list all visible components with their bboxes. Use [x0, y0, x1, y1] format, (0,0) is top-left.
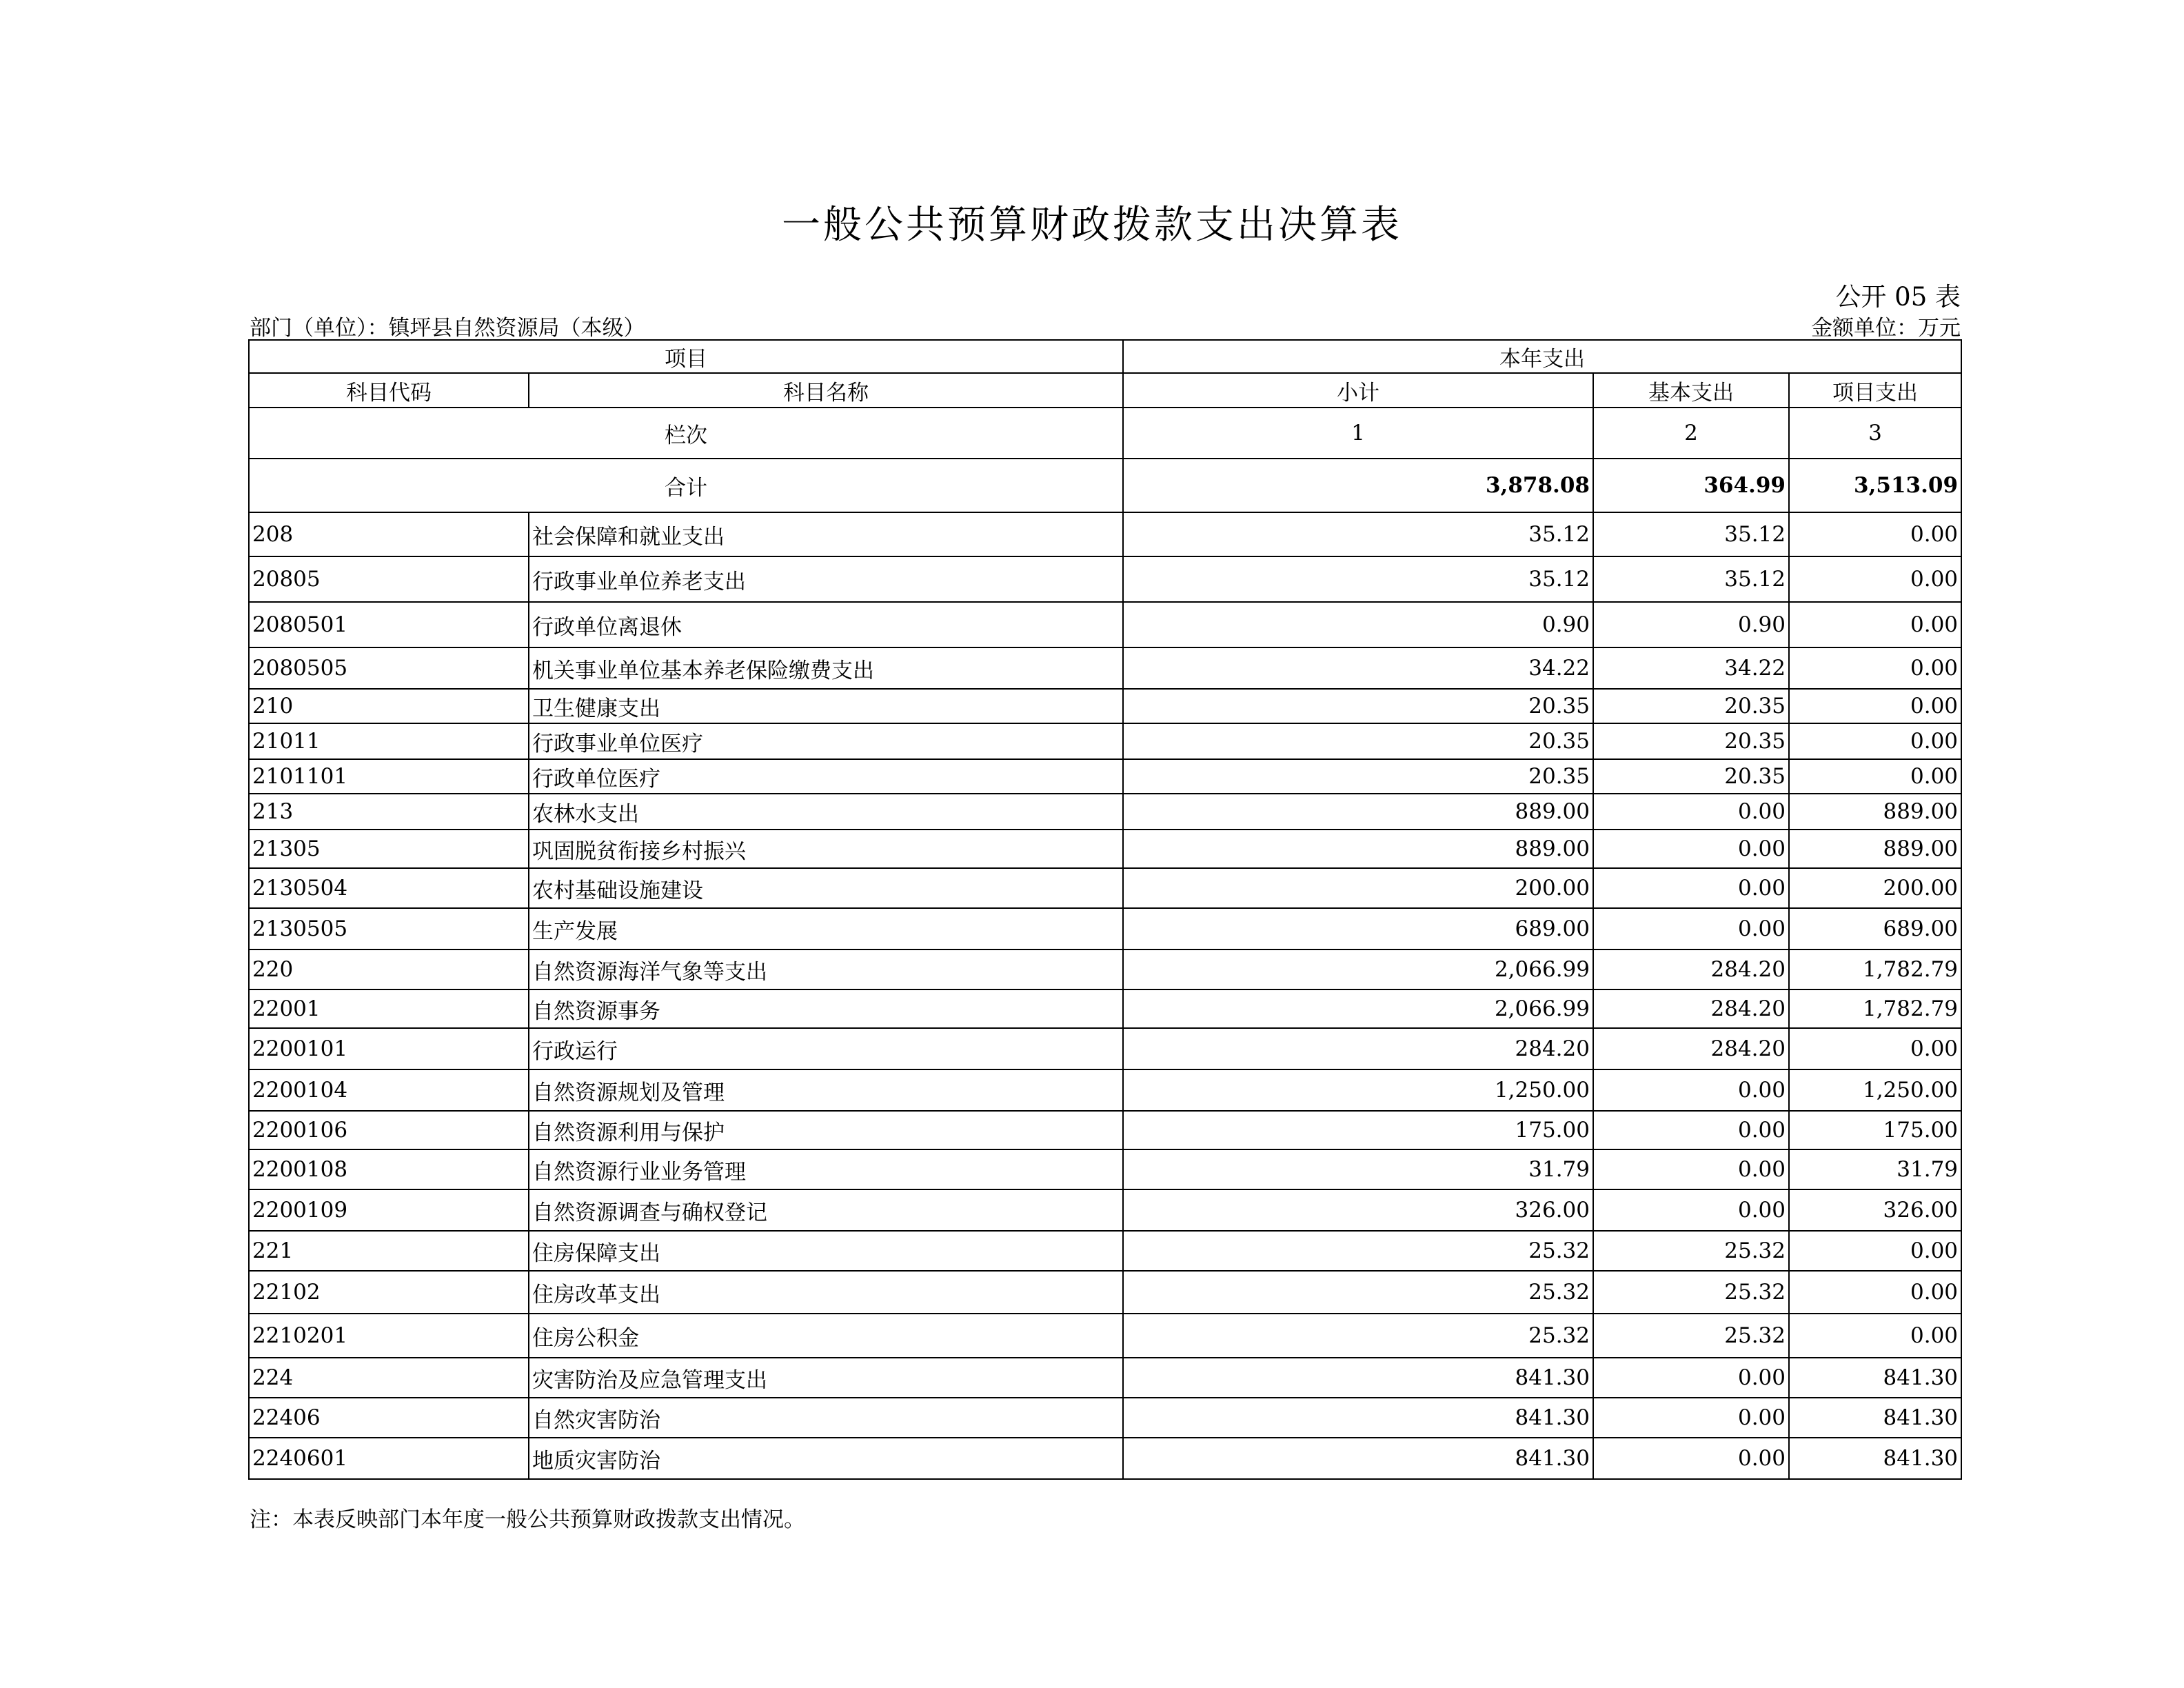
- table-row: [249, 556, 1961, 602]
- row-basic: 0.00: [1593, 1111, 1789, 1149]
- table-row: [249, 989, 1961, 1028]
- header-proj: 项目支出: [1789, 373, 1961, 408]
- row-subtotal: 200.00: [1123, 868, 1593, 908]
- table-row: [249, 1028, 1961, 1069]
- row-name: 行政事业单位养老支出: [529, 556, 1123, 602]
- row-proj: 0.00: [1789, 1028, 1961, 1069]
- table-row: [249, 1438, 1961, 1479]
- row-subtotal: 1,250.00: [1123, 1069, 1593, 1111]
- row-basic: 20.35: [1593, 723, 1789, 759]
- table-row: [249, 723, 1961, 759]
- row-code: 224: [249, 1358, 529, 1398]
- row-basic: 0.00: [1593, 1189, 1789, 1231]
- row-subtotal: 35.12: [1123, 512, 1593, 556]
- row-code: 208: [249, 512, 529, 556]
- row-name: 行政单位医疗: [529, 759, 1123, 794]
- row-name: 行政事业单位医疗: [529, 723, 1123, 759]
- row-basic: 284.20: [1593, 989, 1789, 1028]
- row-proj: 1,782.79: [1789, 989, 1961, 1028]
- table-row: [249, 1189, 1961, 1231]
- row-subtotal: 841.30: [1123, 1438, 1593, 1479]
- col-3: 3: [1789, 408, 1961, 459]
- row-proj: 0.00: [1789, 759, 1961, 794]
- column-label: 栏次: [249, 408, 1123, 459]
- row-code: 2200109: [249, 1189, 529, 1231]
- row-proj: 175.00: [1789, 1111, 1961, 1149]
- row-code: 221: [249, 1231, 529, 1271]
- row-proj: 0.00: [1789, 556, 1961, 602]
- row-basic: 284.20: [1593, 1028, 1789, 1069]
- row-subtotal: 689.00: [1123, 908, 1593, 950]
- amount-unit-label: 金额单位：万元: [1811, 316, 1961, 341]
- table-row: [249, 794, 1961, 830]
- row-name: 农林水支出: [529, 794, 1123, 830]
- row-subtotal: 2,066.99: [1123, 989, 1593, 1028]
- table-row: [249, 602, 1961, 647]
- row-code: 2210201: [249, 1314, 529, 1358]
- table-row: [249, 1111, 1961, 1149]
- row-subtotal: 34.22: [1123, 647, 1593, 689]
- row-subtotal: 25.32: [1123, 1314, 1593, 1358]
- row-name: 灾害防治及应急管理支出: [529, 1358, 1123, 1398]
- header-code: 科目代码: [249, 373, 529, 408]
- row-code: 22102: [249, 1271, 529, 1314]
- header-project: 项目: [249, 340, 1123, 373]
- table-row: [249, 950, 1961, 989]
- footnote: 注：本表反映部门本年度一般公共预算财政拨款支出情况。: [250, 1507, 805, 1532]
- row-name: 农村基础设施建设: [529, 868, 1123, 908]
- row-proj: 326.00: [1789, 1189, 1961, 1231]
- row-subtotal: 20.35: [1123, 759, 1593, 794]
- row-proj: 1,250.00: [1789, 1069, 1961, 1111]
- table-row: [249, 1314, 1961, 1358]
- row-code: 2200108: [249, 1149, 529, 1189]
- department-label: 部门（单位）：镇坪县自然资源局（本级）: [250, 316, 645, 341]
- row-name: 行政运行: [529, 1028, 1123, 1069]
- row-subtotal: 889.00: [1123, 830, 1593, 868]
- header-name: 科目名称: [529, 373, 1123, 408]
- total-subtotal: 3,878.08: [1123, 459, 1593, 512]
- row-proj: 0.00: [1789, 1271, 1961, 1314]
- row-subtotal: 2,066.99: [1123, 950, 1593, 989]
- row-basic: 0.00: [1593, 868, 1789, 908]
- table-row: [249, 689, 1961, 723]
- row-name: 自然资源规划及管理: [529, 1069, 1123, 1111]
- row-proj: 889.00: [1789, 830, 1961, 868]
- row-name: 自然资源行业业务管理: [529, 1149, 1123, 1189]
- row-proj: 0.00: [1789, 1231, 1961, 1271]
- row-name: 巩固脱贫衔接乡村振兴: [529, 830, 1123, 868]
- table-row: [249, 1149, 1961, 1189]
- total-proj: 3,513.09: [1789, 459, 1961, 512]
- row-code: 210: [249, 689, 529, 723]
- row-proj: 841.30: [1789, 1398, 1961, 1438]
- header-row-1: [249, 340, 1961, 373]
- row-code: 22406: [249, 1398, 529, 1438]
- row-name: 自然资源调查与确权登记: [529, 1189, 1123, 1231]
- expenditure-table: [248, 339, 1962, 1480]
- row-name: 自然资源事务: [529, 989, 1123, 1028]
- table-row: [249, 1231, 1961, 1271]
- row-code: 2080505: [249, 647, 529, 689]
- row-code: 2240601: [249, 1438, 529, 1479]
- row-basic: 0.00: [1593, 1149, 1789, 1189]
- row-subtotal: 20.35: [1123, 723, 1593, 759]
- row-name: 住房保障支出: [529, 1231, 1123, 1271]
- header-row-2: [249, 373, 1961, 408]
- row-code: 213: [249, 794, 529, 830]
- row-name: 住房改革支出: [529, 1271, 1123, 1314]
- table-row: [249, 868, 1961, 908]
- row-proj: 31.79: [1789, 1149, 1961, 1189]
- row-code: 2101101: [249, 759, 529, 794]
- row-code: 2080501: [249, 602, 529, 647]
- row-basic: 20.35: [1593, 689, 1789, 723]
- row-name: 卫生健康支出: [529, 689, 1123, 723]
- header-subtotal: 小计: [1123, 373, 1593, 408]
- row-subtotal: 31.79: [1123, 1149, 1593, 1189]
- row-name: 自然灾害防治: [529, 1398, 1123, 1438]
- row-proj: 841.30: [1789, 1438, 1961, 1479]
- row-basic: 0.00: [1593, 1069, 1789, 1111]
- row-subtotal: 25.32: [1123, 1271, 1593, 1314]
- row-proj: 889.00: [1789, 794, 1961, 830]
- row-subtotal: 326.00: [1123, 1189, 1593, 1231]
- row-basic: 0.90: [1593, 602, 1789, 647]
- row-name: 机关事业单位基本养老保险缴费支出: [529, 647, 1123, 689]
- row-name: 自然资源海洋气象等支出: [529, 950, 1123, 989]
- row-subtotal: 0.90: [1123, 602, 1593, 647]
- row-name: 住房公积金: [529, 1314, 1123, 1358]
- row-basic: 284.20: [1593, 950, 1789, 989]
- row-name: 自然资源利用与保护: [529, 1111, 1123, 1149]
- total-basic: 364.99: [1593, 459, 1789, 512]
- row-basic: 0.00: [1593, 908, 1789, 950]
- row-basic: 25.32: [1593, 1314, 1789, 1358]
- row-code: 22001: [249, 989, 529, 1028]
- row-subtotal: 284.20: [1123, 1028, 1593, 1069]
- row-basic: 0.00: [1593, 830, 1789, 868]
- row-code: 2130505: [249, 908, 529, 950]
- row-basic: 25.32: [1593, 1271, 1789, 1314]
- row-basic: 35.12: [1593, 512, 1789, 556]
- header-current-year: 本年支出: [1123, 340, 1961, 373]
- row-subtotal: 35.12: [1123, 556, 1593, 602]
- row-name: 生产发展: [529, 908, 1123, 950]
- row-code: 220: [249, 950, 529, 989]
- row-code: 21305: [249, 830, 529, 868]
- row-basic: 34.22: [1593, 647, 1789, 689]
- column-number-row: [249, 408, 1961, 459]
- total-label: 合计: [249, 459, 1123, 512]
- row-name: 地质灾害防治: [529, 1438, 1123, 1479]
- row-subtotal: 25.32: [1123, 1231, 1593, 1271]
- total-row: [249, 459, 1961, 512]
- table-row: [249, 647, 1961, 689]
- table-row: [249, 1271, 1961, 1314]
- row-proj: 0.00: [1789, 602, 1961, 647]
- row-basic: 0.00: [1593, 1398, 1789, 1438]
- row-name: 行政单位离退休: [529, 602, 1123, 647]
- row-proj: 689.00: [1789, 908, 1961, 950]
- row-basic: 0.00: [1593, 1358, 1789, 1398]
- row-basic: 20.35: [1593, 759, 1789, 794]
- row-basic: 0.00: [1593, 1438, 1789, 1479]
- row-proj: 0.00: [1789, 512, 1961, 556]
- table-row: [249, 1398, 1961, 1438]
- row-proj: 200.00: [1789, 868, 1961, 908]
- table-row: [249, 1358, 1961, 1398]
- row-code: 2200106: [249, 1111, 529, 1149]
- row-code: 2130504: [249, 868, 529, 908]
- row-subtotal: 841.30: [1123, 1358, 1593, 1398]
- row-basic: 35.12: [1593, 556, 1789, 602]
- row-proj: 0.00: [1789, 1314, 1961, 1358]
- col-1: 1: [1123, 408, 1593, 459]
- header-basic: 基本支出: [1593, 373, 1789, 408]
- table-row: [249, 1069, 1961, 1111]
- form-number: 公开 05 表: [1835, 282, 1961, 312]
- row-proj: 0.00: [1789, 689, 1961, 723]
- row-subtotal: 841.30: [1123, 1398, 1593, 1438]
- row-subtotal: 20.35: [1123, 689, 1593, 723]
- row-name: 社会保障和就业支出: [529, 512, 1123, 556]
- table-row: [249, 759, 1961, 794]
- row-code: 21011: [249, 723, 529, 759]
- row-proj: 0.00: [1789, 723, 1961, 759]
- row-subtotal: 889.00: [1123, 794, 1593, 830]
- row-subtotal: 175.00: [1123, 1111, 1593, 1149]
- table-row: [249, 512, 1961, 556]
- row-code: 20805: [249, 556, 529, 602]
- col-2: 2: [1593, 408, 1789, 459]
- row-proj: 1,782.79: [1789, 950, 1961, 989]
- row-code: 2200104: [249, 1069, 529, 1111]
- row-code: 2200101: [249, 1028, 529, 1069]
- table-row: [249, 908, 1961, 950]
- table-row: [249, 830, 1961, 868]
- row-basic: 25.32: [1593, 1231, 1789, 1271]
- page-title: 一般公共预算财政拨款支出决算表: [782, 203, 1402, 248]
- row-basic: 0.00: [1593, 794, 1789, 830]
- row-proj: 841.30: [1789, 1358, 1961, 1398]
- row-proj: 0.00: [1789, 647, 1961, 689]
